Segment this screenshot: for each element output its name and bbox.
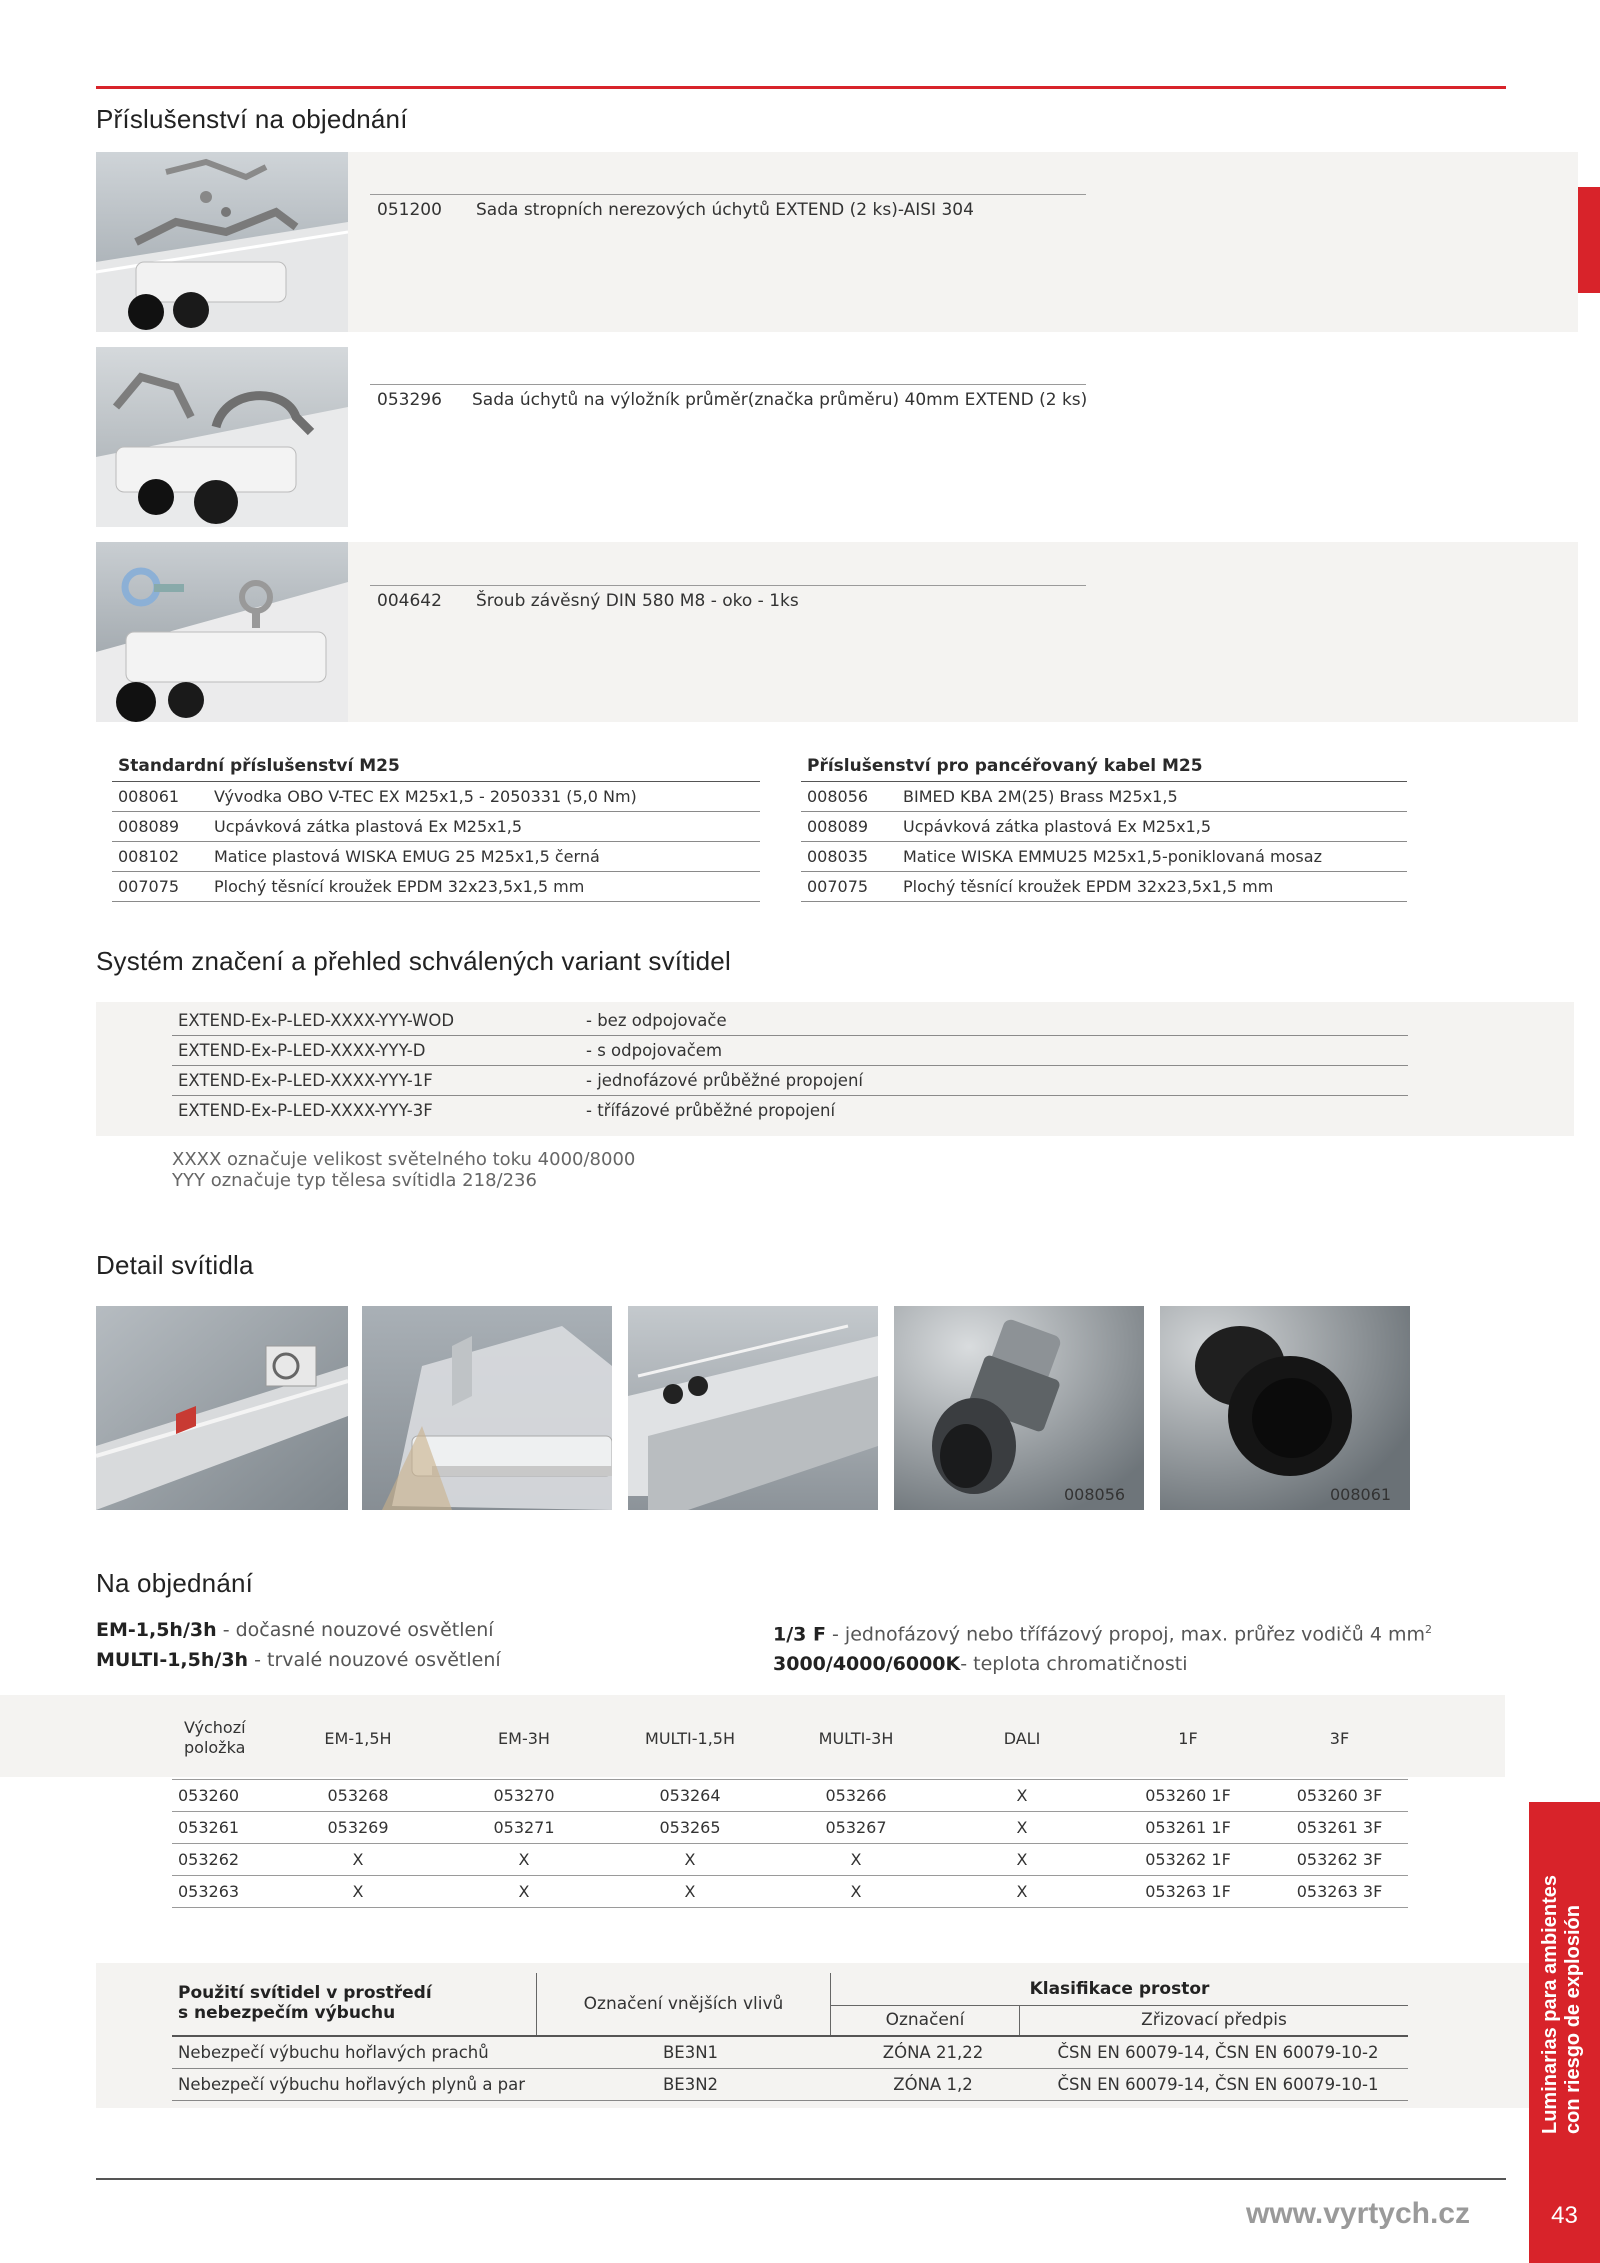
- code-cell: 008089: [112, 812, 208, 842]
- table-row: [801, 782, 1407, 812]
- table-row: Nebezpečí výbuchu hořlavých plynů a par BE3N2 ZÓNA 1,2 ČSN EN 60079-14, ČSN EN 60079-10-1: [172, 2069, 1408, 2101]
- order-legend-left: [96, 1615, 501, 1675]
- order-table: [172, 1780, 1408, 1908]
- class-col3a-header: Označení: [885, 2010, 965, 2030]
- col-header-multi15: MULTI-1,5H: [645, 1728, 735, 1748]
- multi-key: MULTI-1,5h/3h: [96, 1649, 249, 1671]
- desc-cell: Vývodka OBO V-TEC EX M25x1,5 - 2050331 (5,0 Nm): [208, 782, 760, 812]
- table-row: [172, 1066, 1408, 1096]
- table-row: [172, 1096, 1408, 1126]
- accessories-title: Příslušenství na objednání: [96, 104, 408, 134]
- detail-label-008061: 008061: [1330, 1485, 1392, 1504]
- table-row: [112, 872, 760, 902]
- table-row: [112, 782, 760, 812]
- variant-code: EXTEND-Ex-P-LED-XXXX-YYY-3F: [178, 1101, 433, 1120]
- standard-accessories-table: [112, 751, 760, 902]
- desc-cell: Plochý těsnící kroužek EPDM 32x23,5x1,5 mm: [897, 872, 1407, 902]
- code-cell: 008056: [801, 782, 897, 812]
- code-cell: 008102: [112, 842, 208, 872]
- class-col3b-header: Zřizovací předpis: [1141, 2010, 1287, 2030]
- website-link[interactable]: www.vyrtych.cz: [1246, 2197, 1470, 2230]
- accessory-code-1: 051200: [377, 200, 442, 220]
- variant-code: EXTEND-Ex-P-LED-XXXX-YYY-WOD: [172, 1006, 580, 1036]
- code-cell: 007075: [112, 872, 208, 902]
- bottom-rule: [96, 2178, 1506, 2180]
- order-title: Na objednání: [96, 1568, 254, 1598]
- variant-desc: - třífázové průběžné propojení: [586, 1101, 836, 1120]
- classification-table: [172, 2037, 1408, 2101]
- table-row: 053261 053269 053271 053265 053267 X 053261 1F 053261 3F: [172, 1812, 1408, 1844]
- accessory-divider-2: [370, 384, 1086, 385]
- desc-cell: Ucpávková zátka plastová Ex M25x1,5: [208, 812, 760, 842]
- variants-title: Systém značení a přehled schválených variant svítidel: [96, 946, 731, 976]
- order-legend-right: [773, 1615, 1432, 1679]
- desc-cell: BIMED KBA 2M(25) Brass M25x1,5: [897, 782, 1407, 812]
- accessory-code-3: 004642: [377, 591, 442, 611]
- accessory-photo-ceiling-clips: [96, 152, 348, 332]
- col-header-1f: 1F: [1178, 1728, 1198, 1748]
- accessory-desc-1: Sada stropních nerezových úchytů EXTEND (2 ks)-AISI 304: [476, 200, 974, 220]
- temp-text: - teplota chromatičnosti: [960, 1653, 1188, 1676]
- desc-cell: Matice WISKA EMMU25 M25x1,5-poniklovaná mosaz: [897, 842, 1407, 872]
- code-cell: 008035: [801, 842, 897, 872]
- col-header-default: Výchozí položka: [184, 1718, 246, 1757]
- accessory-divider-1: [370, 194, 1086, 195]
- em-key: EM-1,5h/3h: [96, 1619, 217, 1641]
- em-text: - dočasné nouzové osvětlení: [216, 1619, 494, 1641]
- table-row: [112, 812, 760, 842]
- table-row: 053262 X X X X X 053262 1F 053262 3F: [172, 1844, 1408, 1876]
- variants-table: [172, 1006, 1408, 1125]
- phase-sup: 2: [1425, 1623, 1433, 1636]
- table-row: [112, 842, 760, 872]
- detail-photo-3: [628, 1306, 878, 1510]
- detail-title: Detail svítidla: [96, 1250, 254, 1280]
- col-header-em15: EM-1,5H: [324, 1728, 392, 1748]
- class-col1-header: Použití svítidel v prostředí s nebezpečím výbuchu: [178, 1983, 432, 2023]
- top-rule: [96, 86, 1506, 89]
- multi-text: - trvalé nouzové osvětlení: [248, 1649, 501, 1671]
- standard-table-title: Standardní příslušenství M25: [112, 751, 760, 782]
- col-header-3f: 3F: [1329, 1728, 1350, 1748]
- table-row: 053260 053268 053270 053264 053266 X 053260 1F 053260 3F: [172, 1780, 1408, 1812]
- desc-cell: Plochý těsnící kroužek EPDM 32x23,5x1,5 mm: [208, 872, 760, 902]
- side-tab: [1529, 1802, 1600, 2263]
- table-row: [172, 1006, 1408, 1036]
- phase-key: 1/3 F: [773, 1623, 826, 1646]
- col-header-em3: EM-3H: [498, 1728, 550, 1748]
- accessory-code-2: 053296: [377, 390, 442, 410]
- variant-note-1: XXXX označuje velikost světelného toku 4000/8000: [172, 1149, 636, 1170]
- temp-key: 3000/4000/6000K: [773, 1653, 961, 1676]
- page-number: 43: [1551, 2202, 1578, 2229]
- detail-label-008056: 008056: [1064, 1485, 1126, 1504]
- variant-desc: - bez odpojovače: [580, 1006, 1408, 1036]
- detail-photo-cable-gland-black: [1160, 1306, 1410, 1510]
- variant-note-2: YYY označuje typ tělesa svítidla 218/236: [172, 1170, 537, 1191]
- code-cell: 007075: [801, 872, 897, 902]
- accessory-photo-bracket-clips: [96, 347, 348, 527]
- class-col3-rule: [831, 2005, 1408, 2006]
- table-row: [172, 1036, 1408, 1066]
- detail-photo-2: [362, 1306, 612, 1510]
- side-tab-text: Luminarias para ambientes con riesgo de explosión: [1539, 1875, 1584, 2134]
- accessory-photo-eye-bolt: [96, 542, 348, 722]
- armored-table-title: Příslušenství pro pancéřovaný kabel M25: [801, 751, 1407, 782]
- order-table-header: [172, 1705, 1408, 1771]
- class-col3-header: Klasifikace prostor: [1029, 1979, 1210, 1999]
- variant-code: EXTEND-Ex-P-LED-XXXX-YYY-1F: [172, 1066, 580, 1096]
- accessory-desc-3: Šroub závěsný DIN 580 M8 - oko - 1ks: [476, 591, 799, 611]
- code-cell: 008061: [112, 782, 208, 812]
- class-col2-header: Označení vnějších vlivů: [583, 1994, 784, 2014]
- accessory-desc-2: Sada úchytů na výložník průměr(značka průměru) 40mm EXTEND (2 ks): [472, 390, 1088, 410]
- detail-photo-cable-gland-brass: [894, 1306, 1144, 1510]
- table-row: [801, 872, 1407, 902]
- table-row: 053263 X X X X X 053263 1F 053263 3F: [172, 1876, 1408, 1908]
- desc-cell: Matice plastová WISKA EMUG 25 M25x1,5 černá: [208, 842, 760, 872]
- desc-cell: Ucpávková zátka plastová Ex M25x1,5: [897, 812, 1407, 842]
- table-row: [801, 812, 1407, 842]
- table-row: [801, 842, 1407, 872]
- phase-text: - jednofázový nebo třífázový propoj, max. průřez vodičů 4 mm: [825, 1623, 1426, 1646]
- col-header-multi3: MULTI-3H: [818, 1728, 894, 1748]
- variant-desc: - s odpojovačem: [580, 1036, 1408, 1066]
- detail-photo-1: [96, 1306, 348, 1510]
- variant-desc: - jednofázové průběžné propojení: [580, 1066, 1408, 1096]
- armored-accessories-table: [801, 751, 1407, 902]
- variant-code: EXTEND-Ex-P-LED-XXXX-YYY-D: [172, 1036, 580, 1066]
- code-cell: 008089: [801, 812, 897, 842]
- accessory-divider-3: [370, 585, 1086, 586]
- table-row: Nebezpečí výbuchu hořlavých prachů BE3N1 ZÓNA 21,22 ČSN EN 60079-14, ČSN EN 60079-10-2: [172, 2037, 1408, 2069]
- col-header-dali: DALI: [1003, 1728, 1041, 1748]
